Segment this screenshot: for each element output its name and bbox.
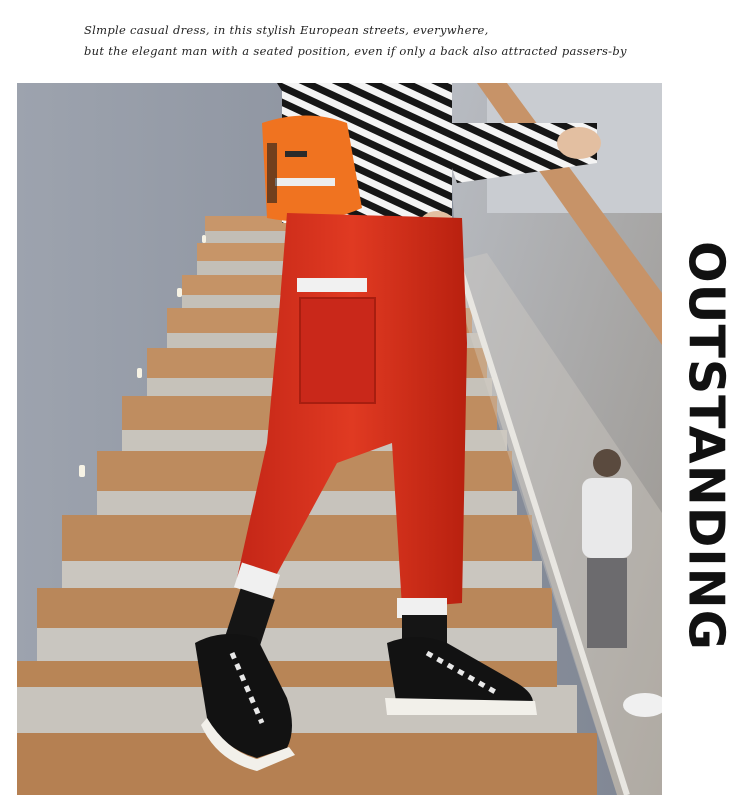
caption-line-1: Slmple casual dress, in this stylish European streets, everywhere,	[84, 23, 489, 37]
outstanding-vertical-text	[677, 228, 735, 664]
product-photo	[17, 83, 662, 795]
background-person	[582, 449, 632, 648]
caption-line-2: but the elegant man with a seated position, even if only a back also attracted passers-by	[84, 44, 627, 58]
orange-waist-bag	[262, 116, 362, 222]
side-title: OUTSTANDING	[677, 241, 735, 651]
caption	[84, 20, 704, 62]
hand	[557, 127, 601, 159]
